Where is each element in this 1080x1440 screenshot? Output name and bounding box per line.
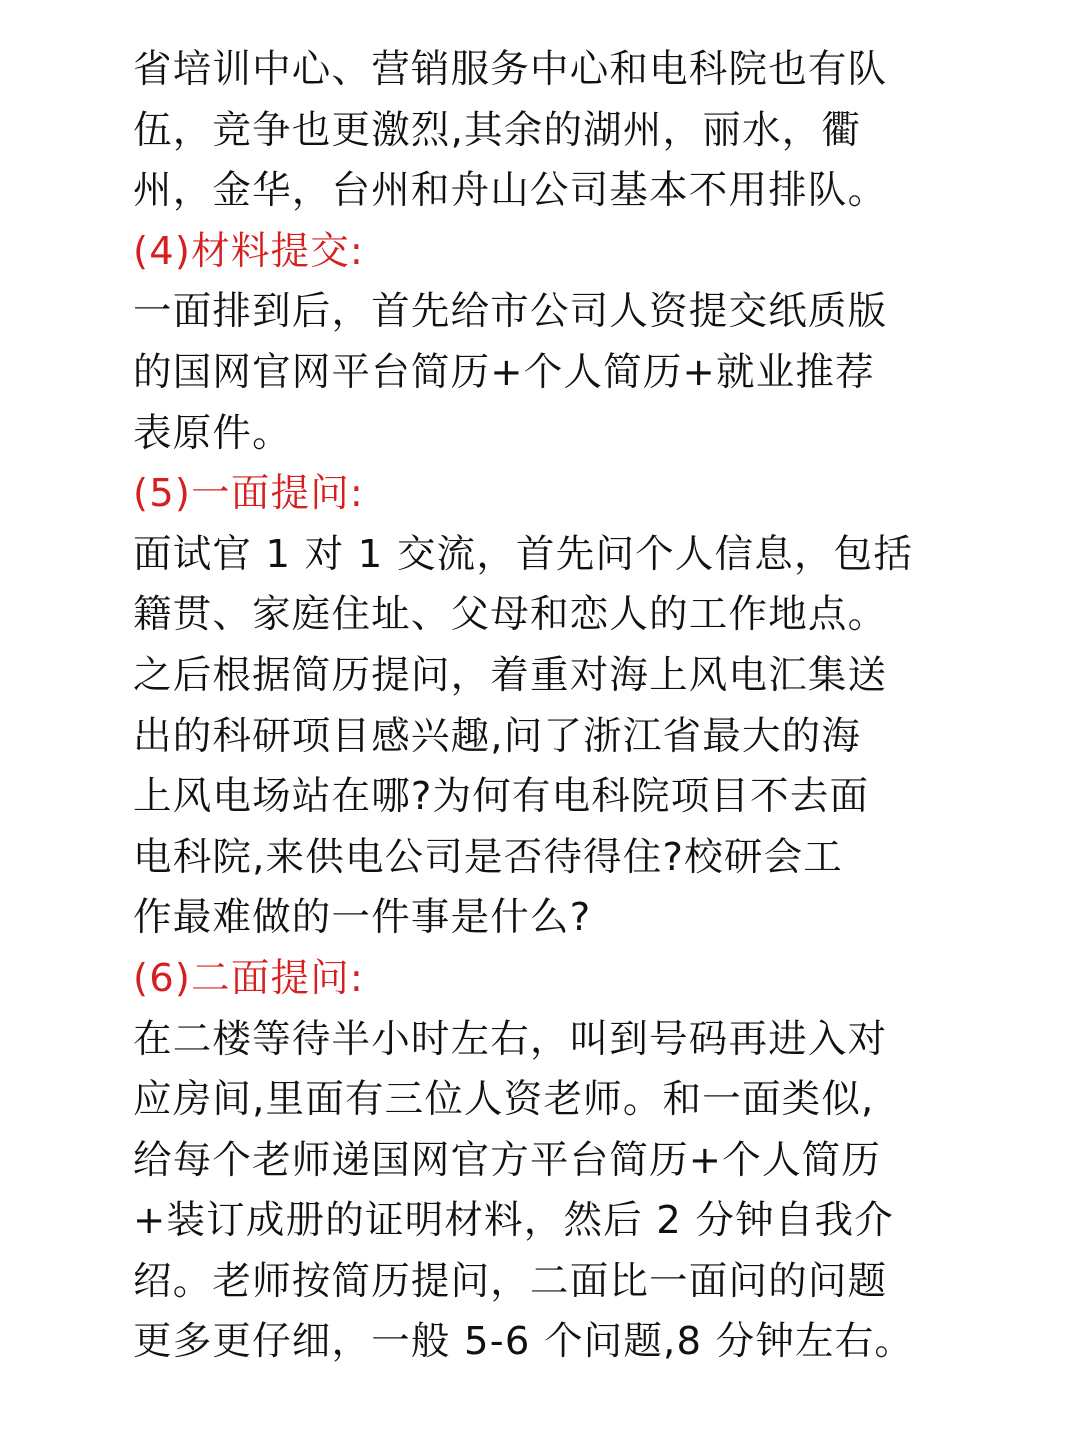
paragraph-line: 省培训中心、营销服务中心和电科院也有队: [133, 47, 888, 92]
section-heading-second-interview: (6)二面提问:: [133, 955, 365, 1001]
document-body: [133, 40, 953, 1373]
paragraph-line: 作最难做的一件事是什么?: [133, 895, 592, 941]
paragraph-line: 州，金华，台州和舟山公司基本不用排队。: [133, 168, 888, 214]
paragraph-line: 应房间,里面有三位人资老师。和一面类似,: [133, 1077, 875, 1123]
paragraph-line: 给每个老师递国网官方平台简历+个人简历: [133, 1137, 882, 1183]
paragraph-line: 出的科研项目感兴趣,问了浙江省最大的海: [133, 713, 862, 759]
paragraph-line: 之后根据简历提问，着重对海上风电汇集送: [133, 652, 888, 698]
paragraph-line: 的国网官网平台简历+个人简历+就业推荐: [133, 349, 875, 395]
paragraph-line: 绍。老师按简历提问，二面比一面问的问题: [133, 1258, 888, 1304]
paragraph-line: 一面排到后，首先给市公司人资提交纸质版: [133, 289, 888, 335]
section-heading-materials: (4)材料提交:: [133, 228, 365, 274]
paragraph-line: 籍贯、家庭住址、父母和恋人的工作地点。: [133, 592, 888, 638]
paragraph-line: 表原件。: [133, 410, 292, 456]
paragraph-line: 伍，竞争也更激烈,其余的湖州，丽水，衢: [133, 107, 862, 153]
paragraph-line: 电科院,来供电公司是否待得住?校研会工: [133, 834, 843, 880]
section-heading-first-interview: (5)一面提问:: [133, 471, 365, 517]
paragraph-line: 更多更仔细，一般 5-6 个问题,8 分钟左右。: [133, 1319, 915, 1365]
paragraph-line: +装订成册的证明材料，然后 2 分钟自我介: [133, 1198, 894, 1244]
paragraph-line: 面试官 1 对 1 交流，首先问个人信息，包括: [133, 531, 914, 577]
paragraph-line: 在二楼等待半小时左右，叫到号码再进入对: [133, 1016, 888, 1062]
paragraph-line: 上风电场站在哪?为何有电科院项目不去面: [133, 774, 870, 820]
